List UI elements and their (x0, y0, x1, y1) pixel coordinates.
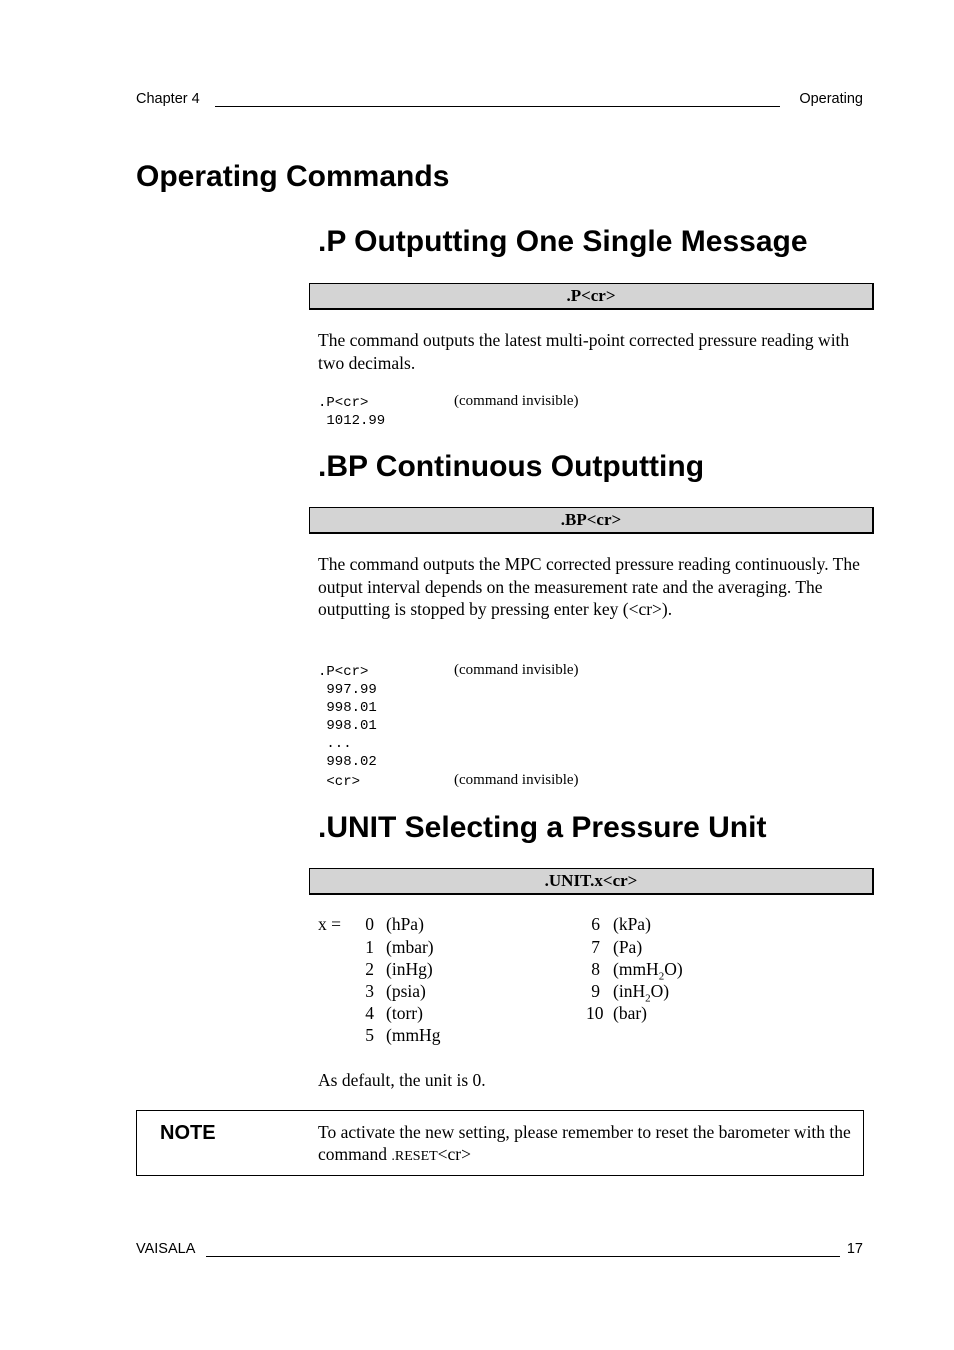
description-bp: The command outputs the MPC corrected pressure reading continuously. The output interval depends on the measurement rate and the averaging. The outputting is stopped by pressing enter key (<cr>). (318, 554, 860, 619)
header-section: Operating (799, 91, 863, 107)
code-comment: (command invisible) (454, 662, 579, 678)
code-line: ... (318, 736, 352, 752)
unit-name: (kPa) (613, 914, 651, 934)
code-line: <cr> (318, 774, 361, 790)
unit-name: (psia) (386, 981, 426, 1001)
unit-number: 5 (365, 1025, 374, 1045)
unit-number: 6 (591, 914, 600, 934)
section-heading-bp: .BP Continuous Outputting (318, 450, 705, 483)
unit-name: (mmHg (386, 1025, 441, 1045)
unit-name: (hPa) (386, 914, 424, 934)
page-number: 17 (846, 1241, 863, 1257)
header-rule (215, 106, 780, 107)
code-line: 998.01 (318, 700, 377, 716)
unit-name: (mbar) (386, 937, 434, 957)
unit-number: 2 (365, 959, 374, 979)
code-comment: (command invisible) (454, 393, 579, 409)
unit-name: (inH$_2$O) (613, 981, 670, 1005)
note-text: To activate the new setting, please remember to reset the barometer with the command .RESET<cr> (318, 1122, 851, 1164)
unit-name: (inHg) (386, 959, 433, 979)
command-box-p: .P<cr> (309, 283, 874, 310)
unit-number: 7 (591, 937, 600, 957)
unit-number: 10 (586, 1003, 604, 1023)
unit-name: (torr) (386, 1003, 423, 1023)
code-line: 997.99 (318, 682, 377, 698)
code-line: .P<cr> (318, 664, 369, 680)
unit-default-text: As default, the unit is 0. (318, 1070, 486, 1090)
section-heading-unit: .UNIT Selecting a Pressure Unit (318, 811, 767, 844)
footer-company: VAISALA (136, 1241, 196, 1257)
page-title: Operating Commands (136, 160, 450, 193)
command-box-unit: .UNIT.x<cr> (309, 868, 874, 895)
unit-name: (Pa) (613, 937, 643, 957)
unit-name: (bar) (613, 1003, 648, 1023)
reset-command: .RESET (391, 1149, 438, 1164)
code-comment: (command invisible) (454, 772, 579, 788)
footer-rule (206, 1256, 840, 1257)
code-line: 998.02 (318, 754, 377, 770)
command-box-bp: .BP<cr> (309, 507, 874, 534)
code-line: 998.01 (318, 718, 377, 734)
unit-number: 9 (591, 981, 600, 1001)
code-line: .P<cr> (318, 395, 369, 411)
unit-number: 3 (365, 981, 374, 1001)
section-heading-p: .P Outputting One Single Message (318, 225, 808, 258)
description-p: The command outputs the latest multi-point corrected pressure reading with two decimals. (318, 330, 850, 373)
unit-x-label: x = (318, 914, 341, 934)
note-label: NOTE (160, 1122, 216, 1144)
unit-number: 8 (591, 959, 600, 979)
unit-number: 0 (365, 914, 374, 934)
unit-number: 1 (365, 937, 374, 957)
header-chapter: Chapter 4 (136, 91, 200, 107)
code-line: 1012.99 (318, 413, 386, 429)
unit-number: 4 (365, 1003, 374, 1023)
unit-name: (mmH$_2$O) (613, 959, 683, 983)
